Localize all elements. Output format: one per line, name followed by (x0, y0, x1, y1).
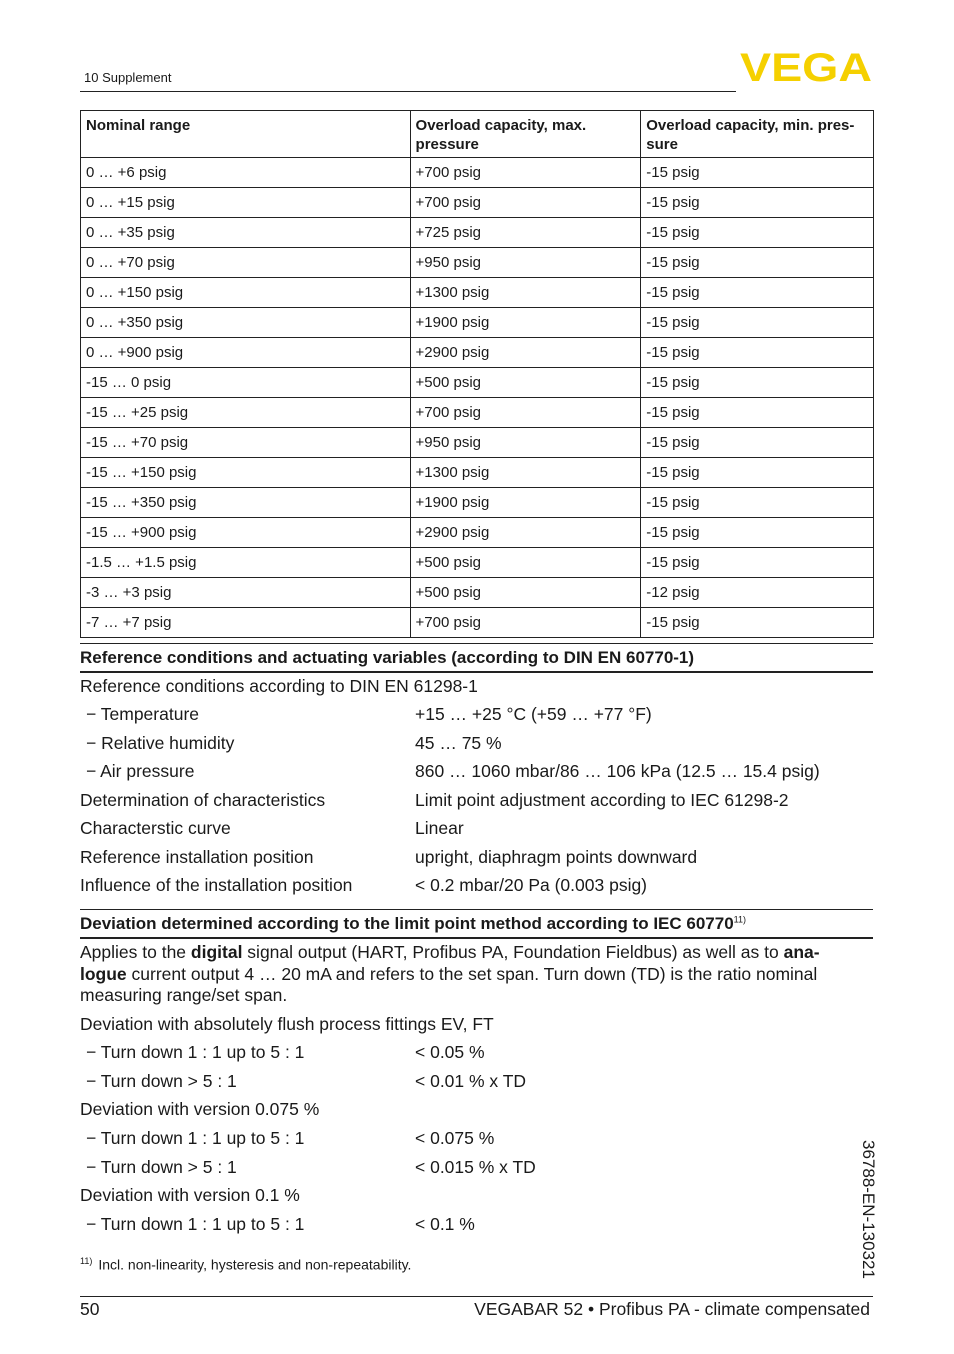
table-row (81, 368, 874, 398)
table-cell-max: +1300 psig (410, 458, 641, 488)
table-row (81, 278, 874, 308)
position-label: Reference installation position (80, 847, 314, 867)
v075-heading-row (80, 1095, 873, 1123)
determination-value: Limit point adjustment according to IEC 61298-2 (415, 790, 789, 810)
table-cell-max: +500 psig (410, 548, 641, 578)
v01-heading: Deviation with version 0.1 % (80, 1185, 300, 1205)
table-row (81, 218, 874, 248)
v075-td1-label: − Turn down 1 : 1 up to 5 : 1 (86, 1128, 305, 1148)
position-row (80, 843, 873, 871)
flush-td2-value: < 0.01 % x TD (415, 1071, 527, 1091)
table-cell-max: +950 psig (410, 248, 641, 278)
table-header-min: Overload capacity, min. pres-sure (641, 111, 874, 158)
temperature-label: − Temperature (86, 704, 200, 724)
humidity-label: − Relative humidity (86, 733, 235, 753)
table-cell-min: -15 psig (641, 428, 874, 458)
table-cell-min: -15 psig (641, 188, 874, 218)
deviation-para-part-2: signal output (HART, Profibus PA, Foundation Fieldbus) as well as to (242, 942, 784, 962)
table-cell-max: +2900 psig (410, 518, 641, 548)
table-row (81, 428, 874, 458)
temperature-value: +15 … +25 °C (+59 … +77 °F) (415, 704, 652, 724)
table-cell-min: -15 psig (641, 338, 874, 368)
table-cell-max: +725 psig (410, 218, 641, 248)
overload-table (80, 110, 874, 638)
table-cell-nominal: -15 … +25 psig (81, 398, 411, 428)
table-header-row (81, 111, 874, 158)
table-cell-min: -15 psig (641, 278, 874, 308)
footer-title: VEGABAR 52 • Profibus PA - climate compensated (474, 1299, 870, 1319)
table-cell-max: +1900 psig (410, 488, 641, 518)
reference-intro (80, 672, 873, 700)
v01-td1-row (80, 1210, 873, 1238)
table-row (81, 158, 874, 188)
table-cell-max: +700 psig (410, 188, 641, 218)
table-row (81, 398, 874, 428)
determination-label: Determination of characteristics (80, 790, 326, 810)
table-cell-min: -15 psig (641, 608, 874, 638)
table-cell-nominal: 0 … +6 psig (81, 158, 411, 188)
temperature-row (80, 700, 873, 728)
influence-label: Influence of the installation position (80, 875, 353, 895)
v075-td1-row (80, 1124, 873, 1152)
v075-td1-value: < 0.075 % (415, 1128, 495, 1148)
v075-td2-row (80, 1153, 873, 1181)
curve-value: Linear (415, 818, 464, 838)
deviation-paragraph (80, 942, 850, 1007)
table-cell-min: -15 psig (641, 308, 874, 338)
curve-label: Characterstic curve (80, 818, 231, 838)
footer-divider (80, 1296, 873, 1297)
flush-heading-row (80, 1010, 873, 1038)
table-row (81, 548, 874, 578)
table-cell-max: +1900 psig (410, 308, 641, 338)
determination-row (80, 786, 873, 814)
table-cell-nominal: -1.5 … +1.5 psig (81, 548, 411, 578)
deviation-para-part-1: Applies to the (80, 942, 191, 962)
table-cell-min: -15 psig (641, 368, 874, 398)
v075-td2-label: − Turn down > 5 : 1 (86, 1157, 237, 1177)
table-cell-nominal: 0 … +35 psig (81, 218, 411, 248)
table-cell-max: +500 psig (410, 578, 641, 608)
humidity-value: 45 … 75 % (415, 733, 502, 753)
v01-td1-value: < 0.1 % (415, 1214, 475, 1234)
table-cell-nominal: -15 … +350 psig (81, 488, 411, 518)
flush-td2-label: − Turn down > 5 : 1 (86, 1071, 237, 1091)
table-cell-nominal: 0 … +350 psig (81, 308, 411, 338)
table-cell-min: -15 psig (641, 248, 874, 278)
table-cell-min: -15 psig (641, 398, 874, 428)
deviation-para-bold-analogue: ana-logue (80, 942, 820, 984)
table-row (81, 518, 874, 548)
table-row (81, 188, 874, 218)
footnote (80, 1256, 411, 1273)
table-cell-min: -15 psig (641, 158, 874, 188)
table-cell-nominal: -7 … +7 psig (81, 608, 411, 638)
table-cell-nominal: -15 … +900 psig (81, 518, 411, 548)
table-cell-nominal: -15 … +70 psig (81, 428, 411, 458)
footnote-text: Incl. non-linearity, hysteresis and non-repeatability. (98, 1256, 412, 1273)
table-cell-min: -15 psig (641, 548, 874, 578)
table-cell-nominal: -15 … +150 psig (81, 458, 411, 488)
table-row (81, 308, 874, 338)
table-header-max: Overload capacity, max. pressure (410, 111, 641, 158)
deviation-title-text: Deviation determined according to the limit point method according to IEC 60770 (80, 914, 734, 933)
table-cell-nominal: 0 … +900 psig (81, 338, 411, 368)
flush-td1-value: < 0.05 % (415, 1042, 485, 1062)
table-cell-max: +1300 psig (410, 278, 641, 308)
table-cell-nominal: 0 … +70 psig (81, 248, 411, 278)
flush-heading: Deviation with absolutely flush process fittings EV, FT (80, 1014, 494, 1034)
air-pressure-label: − Air pressure (86, 761, 195, 781)
table-cell-max: +950 psig (410, 428, 641, 458)
header-divider (80, 91, 736, 92)
air-pressure-row (80, 757, 873, 785)
table-row (81, 488, 874, 518)
table-cell-nominal: -15 … 0 psig (81, 368, 411, 398)
footnote-ref: 11) (733, 914, 746, 925)
table-row (81, 578, 874, 608)
table-header-nominal: Nominal range (81, 111, 411, 158)
table-cell-min: -15 psig (641, 458, 874, 488)
table-cell-nominal: 0 … +15 psig (81, 188, 411, 218)
table-cell-min: -12 psig (641, 578, 874, 608)
table-cell-max: +2900 psig (410, 338, 641, 368)
table-row (81, 458, 874, 488)
table-cell-max: +500 psig (410, 368, 641, 398)
table-cell-max: +700 psig (410, 608, 641, 638)
table-cell-min: -15 psig (641, 488, 874, 518)
vega-logo (740, 50, 872, 84)
v075-td2-value: < 0.015 % x TD (415, 1157, 536, 1177)
curve-row (80, 814, 873, 842)
table-row (81, 248, 874, 278)
document-id: 36788-EN-130321 (859, 1140, 878, 1279)
table-row (81, 608, 874, 638)
v01-td1-label: − Turn down 1 : 1 up to 5 : 1 (86, 1214, 305, 1234)
deviation-para-bold-digital: digital (190, 942, 243, 962)
influence-value: < 0.2 mbar/20 Pa (0.003 psig) (415, 875, 648, 895)
table-cell-min: -15 psig (641, 518, 874, 548)
v075-heading: Deviation with version 0.075 % (80, 1099, 320, 1119)
v01-heading-row (80, 1181, 873, 1209)
table-cell-max: +700 psig (410, 158, 641, 188)
reference-intro-text: Reference conditions according to DIN EN 61298-1 (80, 676, 478, 696)
table-cell-min: -15 psig (641, 218, 874, 248)
flush-td1-row (80, 1038, 873, 1066)
deviation-section-title (80, 909, 873, 939)
table-cell-nominal: 0 … +150 psig (81, 278, 411, 308)
flush-td1-label: − Turn down 1 : 1 up to 5 : 1 (86, 1042, 305, 1062)
influence-row (80, 871, 873, 899)
table-row (81, 338, 874, 368)
table-cell-max: +700 psig (410, 398, 641, 428)
footnote-mark: 11) (80, 1256, 93, 1266)
reference-section-title: Reference conditions and actuating variables (according to DIN EN 60770-1) (80, 643, 873, 673)
deviation-para-part-3: current output 4 … 20 mA and refers to the set span. Turn down (TD) is the ratio nominal measuring range/set span. (80, 963, 818, 1005)
air-pressure-value: 860 … 1060 mbar/86 … 106 kPa (12.5 … 15.4 psig) (415, 761, 820, 781)
vega-logo-text: VEGA (740, 50, 872, 84)
section-header: 10 Supplement (84, 70, 172, 85)
table-cell-nominal: -3 … +3 psig (81, 578, 411, 608)
humidity-row (80, 729, 873, 757)
position-value: upright, diaphragm points downward (415, 847, 698, 867)
flush-td2-row (80, 1067, 873, 1095)
page-number: 50 (80, 1299, 100, 1319)
